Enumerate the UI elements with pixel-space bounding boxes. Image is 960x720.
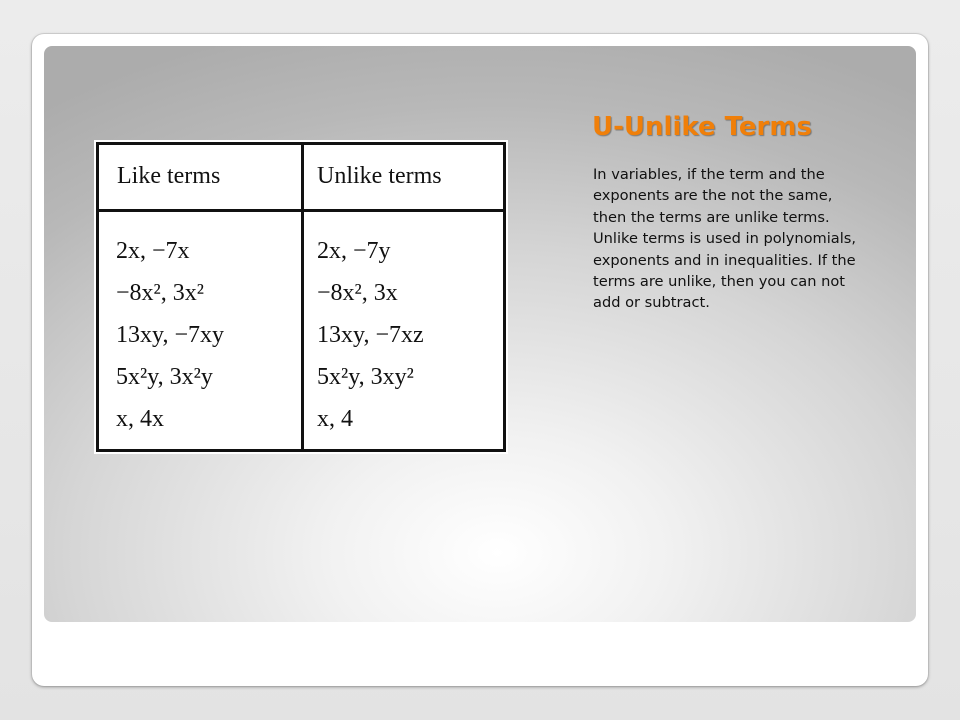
column-divider [301,145,304,449]
table-cell: 2x, −7y [317,238,391,264]
header-divider [99,209,503,212]
like-unlike-terms-figure [94,140,508,454]
like-terms-column [116,233,224,443]
table-cell: 13xy, −7xy [116,322,224,348]
table-cell: x, 4 [317,406,353,432]
table-cell: −8x², 3x [317,280,398,306]
table-cell: 5x²y, 3x²y [116,364,213,390]
table-cell: 2x, −7x [116,238,190,264]
like-terms-header: Like terms [117,163,221,189]
terms-table [96,142,506,452]
slide-body-text: In variables, if the term and the exponents are the not the same, then the terms are unlike terms. Unlike terms is used in polynomials, exponents and in inequalities. If the terms are unlike, then you can not add or subtract. [593,166,857,312]
table-cell: −8x², 3x² [116,280,204,306]
table-cell: x, 4x [116,406,164,432]
slide-title: U-Unlike Terms [592,112,812,142]
unlike-terms-header: Unlike terms [317,163,442,189]
table-cell: 13xy, −7xz [317,322,424,348]
unlike-terms-column [317,233,424,443]
table-cell: 5x²y, 3xy² [317,364,414,390]
